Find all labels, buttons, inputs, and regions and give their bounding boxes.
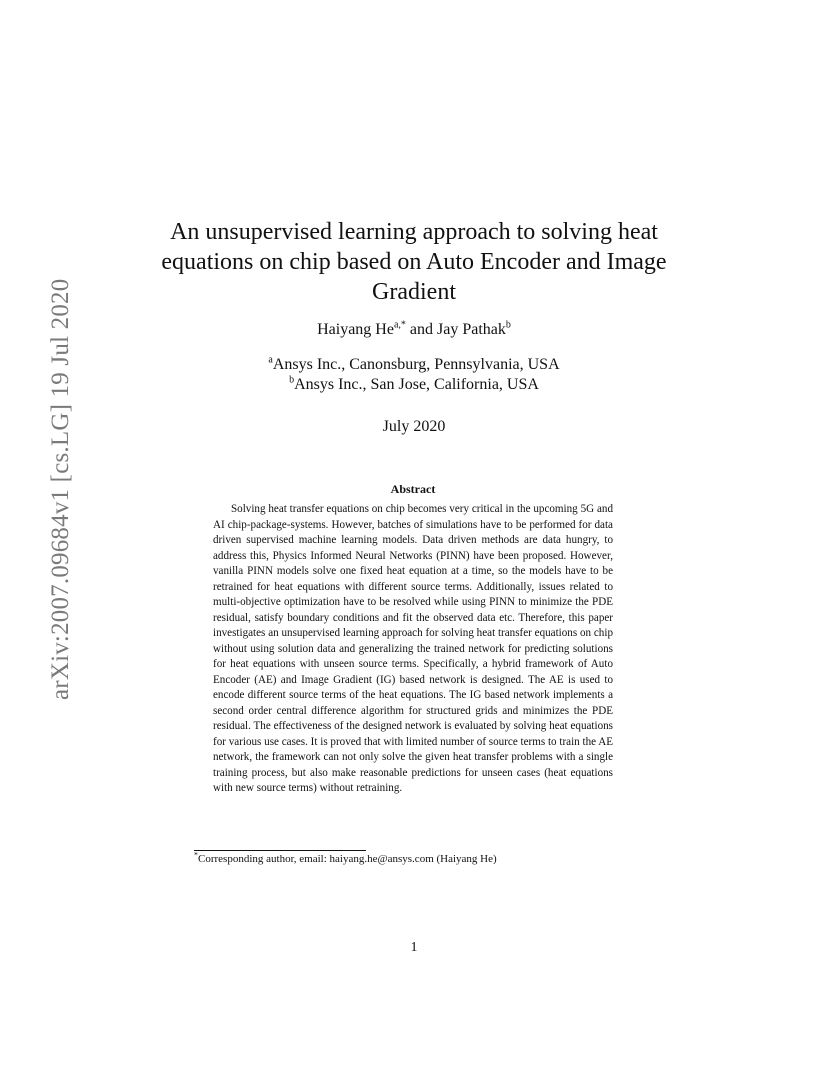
affiliation-text: Ansys Inc., Canonsburg, Pennsylvania, USA bbox=[272, 356, 560, 373]
publication-date: July 2020 bbox=[382, 418, 446, 435]
affiliation-block bbox=[150, 355, 678, 395]
affiliation-line bbox=[150, 375, 678, 395]
author-name: Haiyang He bbox=[317, 321, 394, 338]
author-line bbox=[150, 320, 678, 340]
affiliation-mark: b bbox=[505, 319, 511, 331]
author-name: Jay Pathak bbox=[437, 321, 506, 338]
affiliation-text: Ansys Inc., San Jose, California, USA bbox=[294, 376, 539, 393]
affiliation-mark: b bbox=[289, 374, 295, 386]
footnote-mark: * bbox=[194, 850, 198, 860]
page-number: 1 bbox=[410, 940, 418, 955]
footnote bbox=[194, 852, 634, 866]
footnote-text: Corresponding author, email: haiyang.he@ansys.com (Haiyang He) bbox=[198, 853, 497, 865]
abstract-text: Solving heat transfer equations on chip becomes very critical in the upcoming 5G and AI chip-package-systems. However, batches of simulations have to be performed for data driven supervised machine learning models. Data driven methods are data hungry, to address this, Physics Informed Neural Networks (PINN) have been proposed. However, vanilla PINN models solve one fixed heat equation at a time, so the models have to be retrained for heat equations with different source terms. Additionally, issues related to multi-objective optimization have to be resolved while using PINN to minimize the PDE residual, satisfy boundary conditions and fit the observed data etc. Therefore, this paper investigates an unsupervised learning approach for solving heat transfer equations on chip without using solution data and generalizing the trained network for predicting solutions for heat equations with unseen source terms. Specifically, a hybrid framework of Auto Encoder (AE) and Image Gradient (IG) based network is designed. The AE is used to encode different source terms of the heat equations. The IG based network implements a second order central difference algorithm for structured grids and minimizes the PDE residual. The effectiveness of the designed network is evaluated by solving heat equations for various use cases. It is proved that with limited number of source terms to train the AE network, the framework can not only solve the given heat transfer problems with a single training process, but also make reasonable predictions for unseen cases (heat equations with new source terms) without retraining. bbox=[213, 503, 613, 794]
affiliation-mark: a bbox=[268, 354, 273, 366]
paper-title: An unsupervised learning approach to solving heat equations on chip based on Auto Encoder and Image Gradient bbox=[161, 219, 667, 305]
arxiv-identifier: arXiv:2007.09684v1 [cs.LG] 19 Jul 2020 bbox=[47, 278, 74, 700]
author-conjunction: and bbox=[409, 321, 434, 338]
affiliation-line bbox=[150, 355, 678, 375]
abstract-heading: Abstract bbox=[390, 482, 436, 496]
footnote-divider bbox=[194, 850, 366, 851]
corresponding-mark: * bbox=[400, 319, 406, 331]
affiliation-mark: a, bbox=[393, 319, 401, 331]
